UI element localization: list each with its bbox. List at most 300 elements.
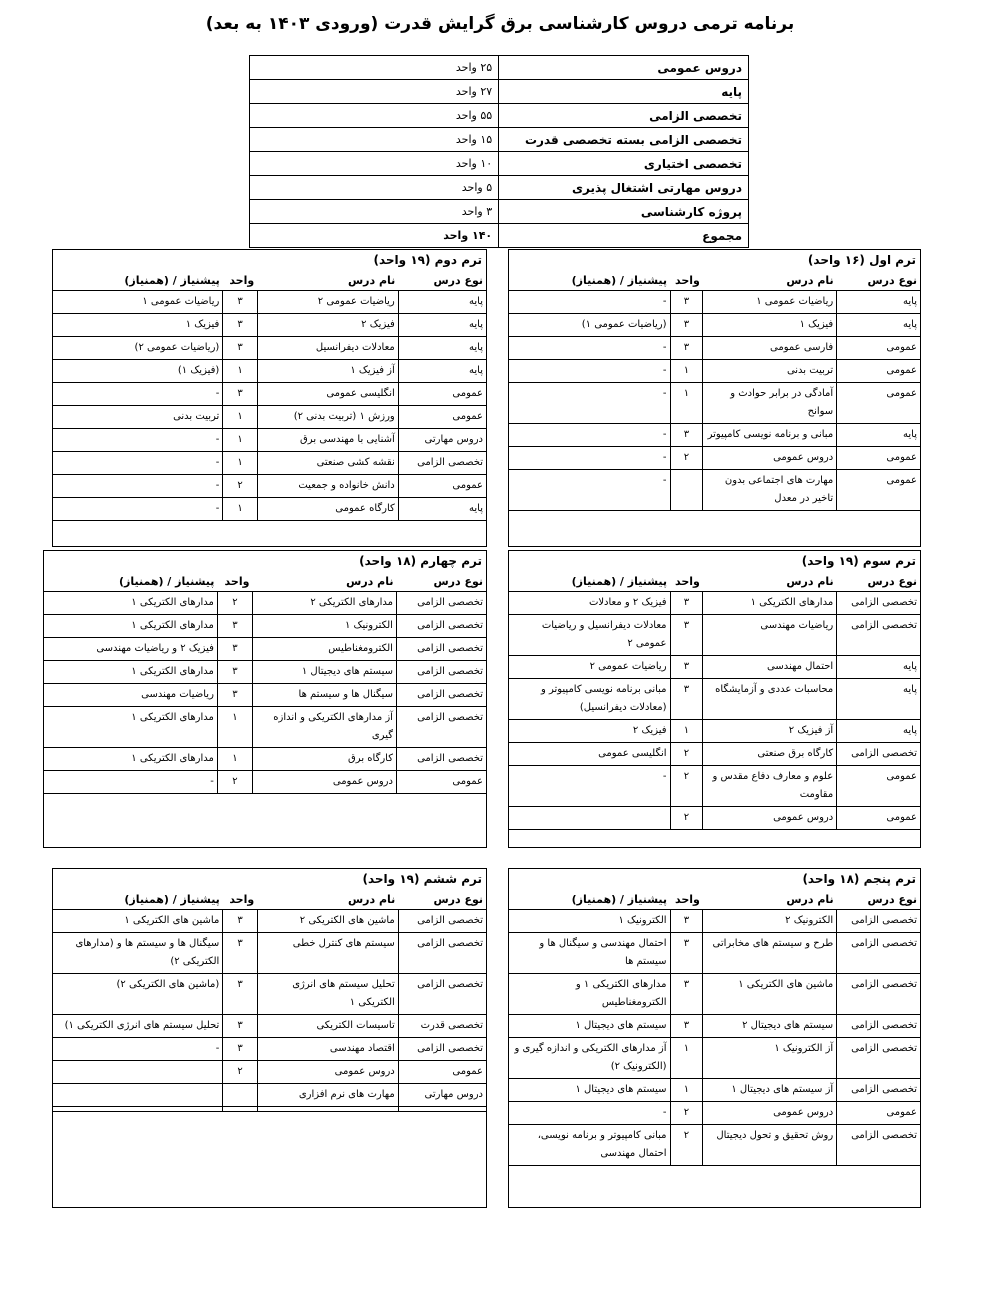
course-prereq: فیزیک ۲: [509, 720, 670, 743]
summary-row: [250, 176, 749, 200]
course-units: ۱: [223, 452, 257, 475]
course-units: ۱: [670, 383, 703, 424]
course-units: ۲: [223, 475, 257, 498]
course-name: تحلیل سیستم های انرژی الکتریکی ۱: [257, 974, 398, 1015]
course-units: ۱: [217, 748, 252, 771]
course-row: [509, 447, 920, 470]
course-row: [44, 661, 486, 684]
course-row: [509, 1015, 920, 1038]
course-prereq: معادلات دیفرانسیل و ریاضیات عمومی ۲: [509, 615, 670, 656]
course-type: عمومی: [398, 475, 486, 498]
course-prereq: -: [509, 383, 670, 424]
course-type: تخصصی الزامی: [398, 910, 486, 933]
course-row: [53, 1038, 486, 1061]
course-type: پایه: [398, 337, 486, 360]
course-row: [509, 743, 920, 766]
course-prereq: -: [53, 475, 223, 498]
course-row: [53, 337, 486, 360]
course-type: تخصصی الزامی: [396, 748, 486, 771]
course-row: [509, 656, 920, 679]
course-units: ۲: [670, 1102, 703, 1125]
course-type: عمومی: [398, 383, 486, 406]
course-row: [44, 771, 486, 794]
summary-value: ۳ واحد: [250, 200, 499, 224]
column-header-units: واحد: [224, 574, 250, 588]
summary-label: دروس عمومی: [499, 56, 749, 80]
course-prereq: تربیت بدنی: [53, 406, 223, 429]
course-name: محاسبات عددی و آزمایشگاه: [703, 679, 837, 720]
course-units: ۱: [223, 406, 257, 429]
column-header-prereq: پیشنیاز / (همنیاز): [124, 273, 220, 287]
term-title: ترم اول (۱۶ واحد): [807, 253, 916, 267]
course-type: تخصصی الزامی: [837, 1038, 920, 1079]
course-prereq: -: [53, 498, 223, 521]
course-prereq: (فیزیک ۱): [53, 360, 223, 383]
course-name: دروس عمومی: [703, 1102, 837, 1125]
summary-row: [250, 224, 749, 248]
summary-value: ۲۵ واحد: [250, 56, 499, 80]
course-prereq: تحلیل سیستم های انرژی الکتریکی ۱): [53, 1015, 223, 1038]
course-units: ۳: [217, 615, 252, 638]
course-name: دروس عمومی: [703, 807, 837, 830]
term-title: ترم پنجم (۱۸ واحد): [802, 872, 916, 886]
course-prereq: ریاضیات مهندسی: [44, 684, 217, 707]
course-row: [53, 933, 486, 974]
course-row: [44, 707, 486, 748]
course-name: دروس عمومی: [703, 447, 837, 470]
summary-value: ۵ واحد: [250, 176, 499, 200]
column-header-units: واحد: [674, 574, 700, 588]
course-name: طرح و سیستم های مخابراتی: [703, 933, 837, 974]
course-row: [53, 1107, 486, 1112]
course-prereq: (ماشین های الکتریکی ۲): [53, 974, 223, 1015]
course-units: ۳: [670, 615, 703, 656]
course-row: [509, 1079, 920, 1102]
course-units: ۱: [223, 429, 257, 452]
course-type: عمومی: [837, 1102, 920, 1125]
summary-value: ۲۷ واحد: [250, 80, 499, 104]
course-row: [44, 592, 486, 615]
course-name: روش تحقیق و تحول دیجیتال: [703, 1125, 837, 1166]
course-row: [509, 424, 920, 447]
course-prereq: -: [509, 1102, 670, 1125]
course-prereq: [53, 1107, 223, 1112]
course-row: [509, 470, 920, 511]
course-prereq: -: [509, 447, 670, 470]
course-type: تخصصی الزامی: [837, 1125, 920, 1166]
course-name: سیستم های دیجیتال ۲: [703, 1015, 837, 1038]
course-row: [53, 383, 486, 406]
course-type: تخصصی الزامی: [396, 592, 486, 615]
course-type: تخصصی الزامی: [398, 452, 486, 475]
course-type: تخصصی الزامی: [396, 707, 486, 748]
course-units: [670, 470, 703, 511]
course-row: [53, 1084, 486, 1107]
course-units: ۱: [223, 498, 257, 521]
term-6-table: [52, 868, 487, 1208]
course-type: پایه: [398, 291, 486, 314]
course-row: [44, 638, 486, 661]
course-row: [44, 684, 486, 707]
summary-label: تخصصی اختیاری: [499, 152, 749, 176]
course-units: ۳: [670, 291, 703, 314]
course-name: مدارهای الکتریکی ۲: [252, 592, 396, 615]
course-prereq: فیزیک ۲ و معادلات: [509, 592, 670, 615]
course-type: عمومی: [398, 406, 486, 429]
course-name: علوم و معارف دفاع مقدس و مقاومت: [703, 766, 837, 807]
course-name: معادلات دیفرانسیل: [257, 337, 398, 360]
course-units: ۲: [223, 1061, 257, 1084]
course-units: ۲: [670, 1125, 703, 1166]
course-prereq: مدارهای الکتریکی ۱: [44, 592, 217, 615]
course-name: مبانی و برنامه نویسی کامپیوتر: [703, 424, 837, 447]
column-header-name: نام درس: [786, 574, 834, 588]
course-prereq: (ریاضیات عمومی ۱): [509, 314, 670, 337]
course-type: تخصصی الزامی: [837, 615, 920, 656]
course-prereq: -: [509, 424, 670, 447]
course-prereq: انگلیسی عمومی: [509, 743, 670, 766]
course-type: [398, 1107, 486, 1112]
units-summary-table: [249, 55, 749, 248]
course-row: [509, 291, 920, 314]
course-prereq: ریاضیات عمومی ۲: [509, 656, 670, 679]
column-header-type: نوع درس: [867, 273, 917, 287]
summary-row: [250, 152, 749, 176]
course-row: [53, 1061, 486, 1084]
summary-row: [250, 200, 749, 224]
course-name: آز فیزیک ۱: [257, 360, 398, 383]
course-units: ۳: [223, 933, 257, 974]
course-type: پایه: [398, 498, 486, 521]
course-prereq: -: [53, 452, 223, 475]
term-title: ترم دوم (۱۹ واحد): [373, 253, 482, 267]
column-header-units: واحد: [229, 892, 255, 906]
course-row: [509, 766, 920, 807]
course-units: ۱: [217, 707, 252, 748]
summary-label: پروژه کارشناسی: [499, 200, 749, 224]
course-name: انگلیسی عمومی: [257, 383, 398, 406]
course-prereq: سیگنال ها و سیستم ها و (مدارهای الکتریکی ۲): [53, 933, 223, 974]
column-header-units: واحد: [674, 273, 700, 287]
course-units: ۳: [670, 679, 703, 720]
course-row: [53, 498, 486, 521]
summary-row: [250, 56, 749, 80]
course-units: [223, 1084, 257, 1107]
course-type: دروس مهارتی: [398, 429, 486, 452]
course-type: تخصصی قدرت: [398, 1015, 486, 1038]
course-name: آز مدارهای الکتریکی و اندازه گیری: [252, 707, 396, 748]
course-prereq: سیستم های دیجیتال ۱: [509, 1015, 670, 1038]
column-header-name: نام درس: [786, 892, 834, 906]
course-units: ۳: [223, 910, 257, 933]
course-row: [509, 807, 920, 830]
course-units: ۳: [670, 933, 703, 974]
term-title: ترم چهارم (۱۸ واحد): [359, 554, 482, 568]
course-prereq: فیزیک ۱: [53, 314, 223, 337]
course-row: [53, 974, 486, 1015]
course-name: دروس عمومی: [252, 771, 396, 794]
term-4-table: [43, 550, 487, 848]
course-row: [53, 452, 486, 475]
course-type: پایه: [837, 656, 920, 679]
course-units: ۳: [670, 974, 703, 1015]
course-type: عمومی: [837, 383, 920, 424]
course-type: پایه: [837, 424, 920, 447]
course-name: مدارهای الکتریکی ۱: [703, 592, 837, 615]
course-row: [509, 615, 920, 656]
course-name: کارگاه برق صنعتی: [703, 743, 837, 766]
course-row: [53, 429, 486, 452]
course-type: پایه: [837, 314, 920, 337]
column-header-prereq: پیشنیاز / (همنیاز): [571, 273, 668, 287]
course-prereq: مدارهای الکتریکی ۱ و الکترومغناطیس: [509, 974, 670, 1015]
term-3-table: [508, 550, 921, 848]
course-prereq: -: [509, 766, 670, 807]
course-row: [53, 360, 486, 383]
summary-row: [250, 80, 749, 104]
course-name: آز فیزیک ۲: [703, 720, 837, 743]
course-prereq: (ریاضیات عمومی ۲): [53, 337, 223, 360]
course-units: ۱: [670, 1079, 703, 1102]
course-prereq: -: [509, 291, 670, 314]
course-units: ۳: [223, 314, 257, 337]
course-name: ماشین های الکتریکی ۱: [703, 974, 837, 1015]
summary-row: [250, 128, 749, 152]
term-title: ترم ششم (۱۹ واحد): [362, 872, 482, 886]
course-units: ۳: [223, 974, 257, 1015]
course-type: عمومی: [837, 447, 920, 470]
course-prereq: -: [53, 383, 223, 406]
column-header-type: نوع درس: [867, 892, 917, 906]
course-name: سیستم های کنترل خطی: [257, 933, 398, 974]
course-prereq: [509, 807, 670, 830]
course-units: ۳: [670, 592, 703, 615]
course-units: ۲: [670, 807, 703, 830]
course-prereq: مدارهای الکتریکی ۱: [44, 661, 217, 684]
summary-value: ۱۴۰ واحد: [250, 224, 499, 248]
course-type: تخصصی الزامی: [396, 684, 486, 707]
column-header-prereq: پیشنیاز / (همنیاز): [124, 892, 220, 906]
course-row: [509, 360, 920, 383]
column-header-name: نام درس: [786, 273, 834, 287]
course-prereq: ماشین های الکتریکی ۱: [53, 910, 223, 933]
course-name: فارسی عمومی: [703, 337, 837, 360]
course-units: ۲: [217, 592, 252, 615]
course-units: ۱: [670, 1038, 703, 1079]
column-header-units: واحد: [229, 273, 255, 287]
course-prereq: -: [44, 771, 217, 794]
course-prereq: مبانی برنامه نویسی کامپیوتر و (معادلات دیفرانسیل): [509, 679, 670, 720]
summary-value: ۵۵ واحد: [250, 104, 499, 128]
course-row: [509, 679, 920, 720]
course-row: [509, 910, 920, 933]
course-type: پایه: [837, 720, 920, 743]
course-units: ۳: [670, 656, 703, 679]
page-title: برنامه ترمی دروس کارشناسی برق گرایش قدرت (ورودی ۱۴۰۳ به بعد): [205, 14, 795, 34]
course-name: سیستم های دیجیتال ۱: [252, 661, 396, 684]
course-name: ماشین های الکتریکی ۲: [257, 910, 398, 933]
course-prereq: مبانی کامپیوتر و برنامه نویسی، احتمال مهندسی: [509, 1125, 670, 1166]
course-row: [53, 314, 486, 337]
course-units: ۳: [217, 684, 252, 707]
course-name: تربیت بدنی: [703, 360, 837, 383]
column-header-type: نوع درس: [433, 892, 483, 906]
summary-label: دروس مهارتی اشتغال پذیری: [499, 176, 749, 200]
course-type: تخصصی الزامی: [396, 638, 486, 661]
course-name: الکترونیک ۱: [252, 615, 396, 638]
course-row: [509, 933, 920, 974]
column-header-units: واحد: [674, 892, 700, 906]
course-units: ۳: [223, 1015, 257, 1038]
course-prereq: احتمال مهندسی و سیگنال ها و سیستم ها: [509, 933, 670, 974]
course-row: [53, 1015, 486, 1038]
course-name: [257, 1107, 398, 1112]
summary-label: تخصصی الزامی بسته تخصصی قدرت: [499, 128, 749, 152]
course-prereq: الکترونیک ۱: [509, 910, 670, 933]
course-units: [223, 1107, 257, 1112]
course-prereq: -: [53, 1038, 223, 1061]
summary-row: [250, 104, 749, 128]
term-title: ترم سوم (۱۹ واحد): [801, 554, 916, 568]
summary-label: تخصصی الزامی: [499, 104, 749, 128]
course-units: ۳: [217, 638, 252, 661]
column-header-name: نام درس: [347, 273, 396, 287]
course-type: عمومی: [396, 771, 486, 794]
course-name: الکترونیک ۲: [703, 910, 837, 933]
course-units: ۱: [670, 360, 703, 383]
course-type: عمومی: [837, 766, 920, 807]
course-prereq: -: [509, 337, 670, 360]
term-1-table: [508, 249, 921, 547]
course-prereq: سیستم های دیجیتال ۱: [509, 1079, 670, 1102]
course-type: عمومی: [837, 360, 920, 383]
course-name: کارگاه برق: [252, 748, 396, 771]
column-header-type: نوع درس: [867, 574, 917, 588]
course-row: [53, 406, 486, 429]
summary-label: پایه: [499, 80, 749, 104]
course-name: تاسیسات الکتریکی: [257, 1015, 398, 1038]
course-row: [509, 720, 920, 743]
course-name: ریاضیات عمومی ۱: [703, 291, 837, 314]
summary-label: مجموع: [499, 224, 749, 248]
term-5-table: [508, 868, 921, 1208]
course-row: [509, 1102, 920, 1125]
course-units: ۳: [670, 424, 703, 447]
course-units: ۳: [223, 291, 257, 314]
column-header-type: نوع درس: [433, 574, 483, 588]
course-type: تخصصی الزامی: [396, 661, 486, 684]
course-units: ۳: [670, 314, 703, 337]
course-name: فیزیک ۲: [257, 314, 398, 337]
course-name: ریاضیات مهندسی: [703, 615, 837, 656]
course-type: تخصصی الزامی: [837, 974, 920, 1015]
course-type: پایه: [398, 360, 486, 383]
course-row: [509, 314, 920, 337]
course-prereq: آز مدارهای الکتریکی و اندازه گیری و (الکترونیک ۲): [509, 1038, 670, 1079]
course-prereq: [53, 1084, 223, 1107]
course-units: ۱: [223, 360, 257, 383]
course-prereq: -: [509, 360, 670, 383]
course-name: سیگنال ها و سیستم ها: [252, 684, 396, 707]
course-name: آز الکترونیک ۱: [703, 1038, 837, 1079]
course-row: [509, 1038, 920, 1079]
course-type: عمومی: [837, 807, 920, 830]
course-row: [53, 291, 486, 314]
course-type: دروس مهارتی: [398, 1084, 486, 1107]
course-units: ۳: [223, 337, 257, 360]
column-header-prereq: پیشنیاز / (همنیاز): [571, 892, 668, 906]
course-units: ۳: [670, 1015, 703, 1038]
course-row: [53, 910, 486, 933]
course-row: [509, 592, 920, 615]
course-type: تخصصی الزامی: [398, 974, 486, 1015]
term-2-table: [52, 249, 487, 547]
course-type: تخصصی الزامی: [398, 933, 486, 974]
course-name: دروس عمومی: [257, 1061, 398, 1084]
course-units: ۲: [670, 766, 703, 807]
course-prereq: مدارهای الکتریکی ۱: [44, 615, 217, 638]
course-name: احتمال مهندسی: [703, 656, 837, 679]
course-row: [509, 974, 920, 1015]
course-type: عمومی: [837, 470, 920, 511]
course-row: [509, 383, 920, 424]
course-units: ۱: [670, 720, 703, 743]
summary-value: ۱۰ واحد: [250, 152, 499, 176]
course-name: دانش خانواده و جمعیت: [257, 475, 398, 498]
course-prereq: ریاضیات عمومی ۱: [53, 291, 223, 314]
course-units: ۲: [670, 743, 703, 766]
course-prereq: مدارهای الکتریکی ۱: [44, 707, 217, 748]
course-name: فیزیک ۱: [703, 314, 837, 337]
course-type: تخصصی الزامی: [837, 743, 920, 766]
course-type: تخصصی الزامی: [837, 592, 920, 615]
course-name: نقشه کشی صنعتی: [257, 452, 398, 475]
course-name: الکترومغناطیس: [252, 638, 396, 661]
course-type: تخصصی الزامی: [837, 910, 920, 933]
course-name: آمادگی در برابر حوادث و سوانح: [703, 383, 837, 424]
course-units: ۳: [217, 661, 252, 684]
course-type: تخصصی الزامی: [837, 1015, 920, 1038]
course-row: [44, 748, 486, 771]
column-header-type: نوع درس: [433, 273, 483, 287]
course-name: آز سیستم های دیجیتال ۱: [703, 1079, 837, 1102]
course-units: ۳: [670, 337, 703, 360]
column-header-prereq: پیشنیاز / (همنیاز): [571, 574, 668, 588]
course-prereq: [53, 1061, 223, 1084]
course-type: تخصصی الزامی: [837, 933, 920, 974]
course-name: کارگاه عمومی: [257, 498, 398, 521]
course-row: [509, 337, 920, 360]
course-name: اقتصاد مهندسی: [257, 1038, 398, 1061]
course-name: مهارت های اجتماعی بدون تاخیر در معدل: [703, 470, 837, 511]
course-prereq: فیزیک ۲ و ریاضیات مهندسی: [44, 638, 217, 661]
course-units: ۲: [217, 771, 252, 794]
course-name: ورزش ۱ (تربیت بدنی ۲): [257, 406, 398, 429]
course-prereq: -: [53, 429, 223, 452]
course-name: مهارت های نرم افزاری: [257, 1084, 398, 1107]
course-name: آشنایی با مهندسی برق: [257, 429, 398, 452]
course-type: تخصصی الزامی: [837, 1079, 920, 1102]
course-prereq: مدارهای الکتریکی ۱: [44, 748, 217, 771]
course-type: تخصصی الزامی: [398, 1038, 486, 1061]
course-type: پایه: [837, 679, 920, 720]
course-row: [53, 475, 486, 498]
course-row: [509, 1125, 920, 1166]
course-units: ۲: [670, 447, 703, 470]
course-type: عمومی: [837, 337, 920, 360]
course-type: عمومی: [398, 1061, 486, 1084]
course-type: پایه: [837, 291, 920, 314]
